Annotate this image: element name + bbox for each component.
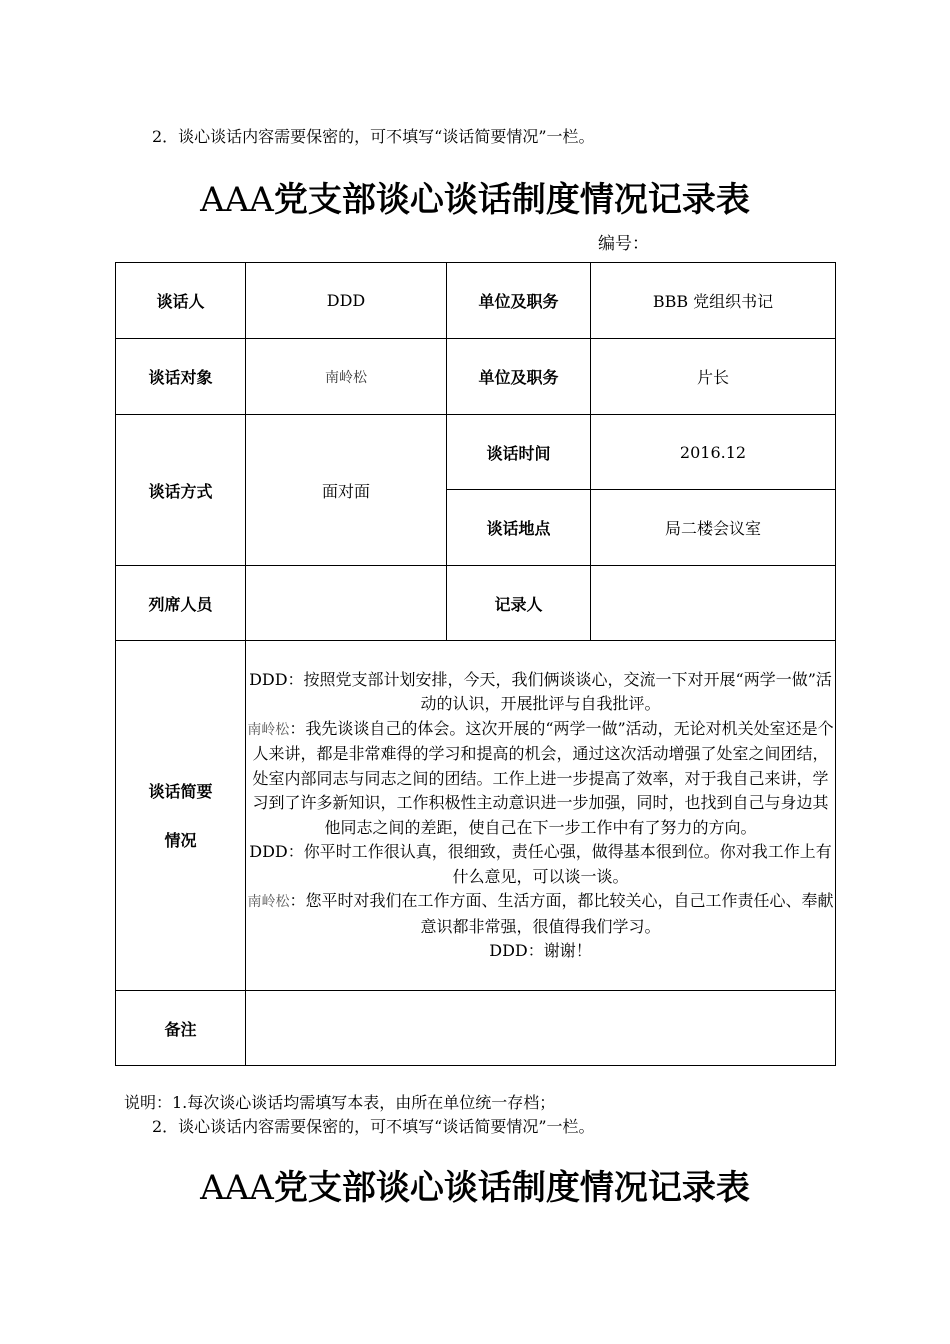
dialogue-line <box>246 668 835 717</box>
speaker-name: 南岭松 <box>247 894 290 910</box>
summary-label-line1: 谈话简要 <box>148 781 213 801</box>
explanation-line-1: 说明：1.每次谈心谈话均需填写本表，由所在单位统一存档； <box>124 1093 556 1112</box>
place-value: 局二楼会议室 <box>591 490 836 566</box>
table-row <box>116 415 836 490</box>
dialogue-text: ：谢谢！ <box>527 941 592 960</box>
dialogue-line <box>246 840 835 889</box>
time-label: 谈话时间 <box>447 415 591 490</box>
unit-position-label: 单位及职务 <box>447 263 591 339</box>
target-unit-value: 片长 <box>591 339 836 415</box>
summary-label-line2: 情况 <box>164 830 197 850</box>
explanation-line-2: 2．谈心谈话内容需要保密的，可不填写“谈话简要情况”一栏。 <box>152 1117 595 1136</box>
top-note: 2．谈心谈话内容需要保密的，可不填写“谈话简要情况”一栏。 <box>152 127 595 146</box>
dialogue-line <box>246 889 835 939</box>
explanation-note <box>124 1091 595 1139</box>
table-row <box>116 641 836 991</box>
title-prefix: AAA <box>200 1168 274 1208</box>
talker-unit-value: BBB 党组织书记 <box>591 263 836 339</box>
table-row <box>116 263 836 339</box>
dialogue-text: ：我先谈谈自己的体会。这次开展的“两学一做”活动，无论对机关处室还是个人来讲，都是非常难得的学习和提高的机会，通过这次活动增强了处室之间团结，处室内部同志与同志之间的团结。工作上进一步提高了效率，对于我自己来讲，学习到了许多新知识，工作积极性主动意识进一步加强，同时，也找到自己与身边其他同志之间的差距，使自己在下一步工作中有了努力的方向。 <box>252 718 834 837</box>
title-text: 党支部谈心谈话制度情况记录表 <box>273 1168 750 1208</box>
speaker-name: DDD <box>489 941 528 960</box>
method-value: 面对面 <box>246 415 447 566</box>
target-value: 南岭松 <box>246 339 447 415</box>
dialogue-text: ：您平时对我们在工作方面、生活方面，都比较关心，自己工作责任心、奉献意识都非常强，很值得我们学习。 <box>289 891 834 936</box>
next-page-title <box>0 1166 950 1210</box>
table-row <box>116 339 836 415</box>
dialogue-text: ：按照党支部计划安排，今天，我们俩谈谈心，交流一下对开展“两学一做”活动的认识，开展批评与自我批评。 <box>287 669 832 713</box>
place-label: 谈话地点 <box>447 490 591 566</box>
time-value: 2016.12 <box>591 415 836 490</box>
talker-label: 谈话人 <box>116 263 246 339</box>
summary-content <box>246 641 836 991</box>
attendees-label: 列席人员 <box>116 566 246 641</box>
recorder-label: 记录人 <box>447 566 591 641</box>
target-label: 谈话对象 <box>116 339 246 415</box>
record-table <box>115 262 836 1066</box>
dialogue-line <box>246 717 835 841</box>
table-row <box>116 991 836 1066</box>
remarks-value <box>246 991 836 1066</box>
recorder-value <box>591 566 836 641</box>
title-prefix: AAA <box>200 180 274 220</box>
speaker-name: DDD <box>249 842 288 861</box>
serial-number-label: 编号： <box>598 234 649 254</box>
speaker-name: 南岭松 <box>247 721 290 738</box>
table-row <box>116 566 836 641</box>
dialogue-line <box>246 939 835 964</box>
remarks-label: 备注 <box>116 991 246 1066</box>
dialogue-text: ：你平时工作很认真，很细致，责任心强，做得基本很到位。你对我工作上有什么意见，可以谈一谈。 <box>287 842 832 886</box>
page-title <box>0 178 950 222</box>
title-text: 党支部谈心谈话制度情况记录表 <box>273 180 750 220</box>
speaker-name: DDD <box>249 669 288 689</box>
attendees-value <box>246 566 447 641</box>
method-label: 谈话方式 <box>116 415 246 566</box>
unit-position-label: 单位及职务 <box>447 339 591 415</box>
talker-value: DDD <box>246 263 447 339</box>
summary-label <box>116 641 246 991</box>
